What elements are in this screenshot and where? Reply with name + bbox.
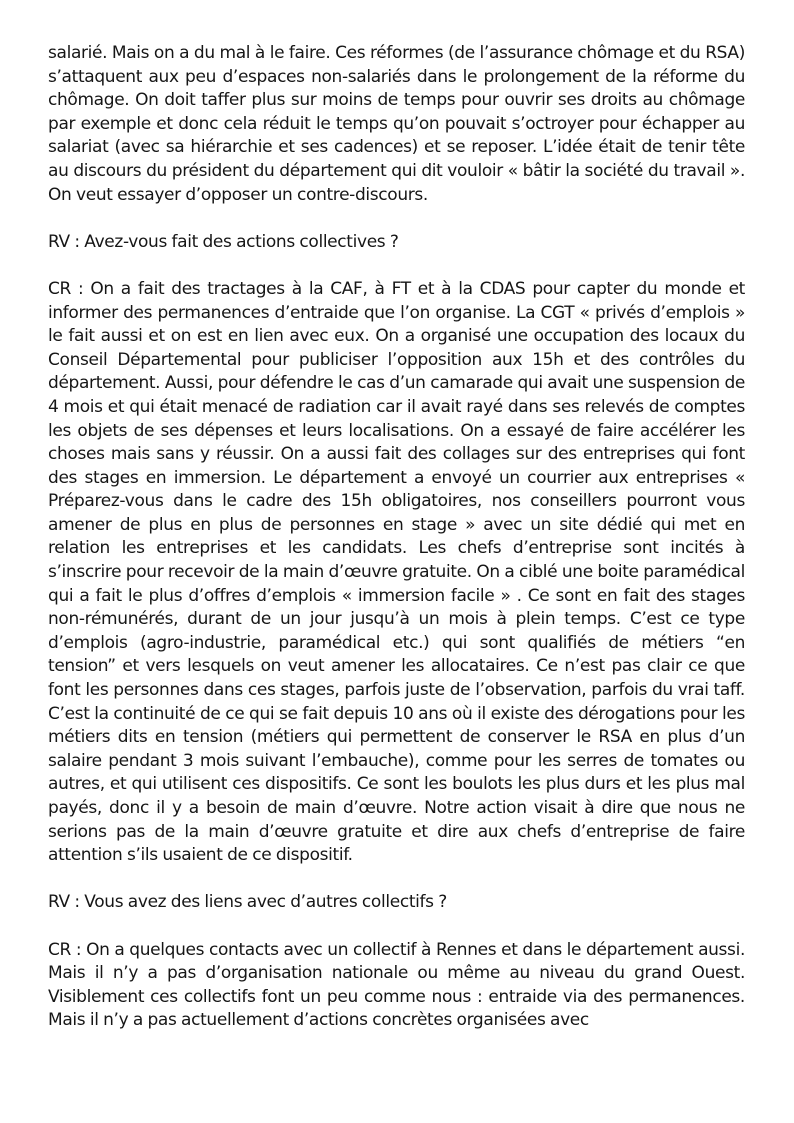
answer-other-collectives: CR : On a quelques contacts avec un collectif à Rennes et dans le département aussi. Mais il n’y a pas d’organisation nationale ou même au niveau du grand Ouest. Visiblement ces collectifs font un peu comme nous : entraide via des permanences. Mais il n’y a pas actuellement d’actions concrètes organisées avec [48,939,745,1031]
question-other-collectives: RV : Vous avez des liens avec d’autres collectifs ? [48,892,447,913]
question-collective-actions: RV : Avez-vous fait des actions collectives ? [48,231,399,252]
document-page [48,42,745,1033]
paragraph-reform-context: salarié. Mais on a du mal à le faire. Ces réformes (de l’assurance chômage et du RSA) s’attaquent aux peu d’espaces non-salariés dans le prolongement de la réforme du chômage. On doit taffer plus sur moins de temps pour ouvrir ses droits au chômage par exemple et donc cela réduit le temps qu’on pouvait s’octroyer pour échapper au salariat (avec sa hiérarchie et ses cadences) et se reposer. L’idée était de tenir tête au discours du président du département qui dit vouloir « bâtir la société du travail ». On veut essayer d’opposer un contre-discours. [48,43,745,205]
answer-collective-actions: CR : On a fait des tractages à la CAF, à FT et à la CDAS pour capter du monde et informer des permanences d’entraide que l’on organise. La CGT « privés d’emplois » le fait aussi et on est en lien avec eux. On a organisé une occupation des locaux du Conseil Départemental pour publiciser l’opposition aux 15h et des contrôles du département. Aussi, pour défendre le cas d’un camarade qui avait une suspension de 4 mois et qui était menacé de radiation car il avait rayé dans ses relevés de comptes les objets de ses dépenses et leurs localisations. On a essayé de faire accélérer les choses mais sans y réussir. On a aussi fait des collages sur des entreprises qui font des stages en immersion. Le département a envoyé un courrier aux entreprises « Préparez-vous dans le cadre des 15h obligatoires, nos conseillers pourront vous amener de plus en plus de personnes en stage » avec un site dédié qui met en relation les entreprises et les candidats. Les chefs d’entreprise sont incités à s’inscrire pour recevoir de la main d’œuvre gratuite. On a ciblé une boite paramédical qui a fait le plus d’offres d’emplois « immersion facile » . Ce sont en fait des stages non-rémunérés, durant de un jour jusqu’à un mois à plein temps. C’est ce type d’emplois (agro-industrie, paramédical etc.) qui sont qualifiés de métiers “en tension” et vers lesquels on veut amener les allocataires. Ce n’est pas clair ce que font les personnes dans ces stages, parfois juste de l’observation, parfois du vrai taff. C’est la continuité de ce qui se fait depuis 10 ans où il existe des dérogations pour les métiers dits en tension (métiers qui permettent de conserver le RSA en plus d’un salaire pendant 3 mois suivant l’embauche), comme pour les serres de tomates ou autres, et qui utilisent ces dispositifs. Ce sont les boulots les plus durs et les plus mal payés, donc il y a besoin de main d’œuvre. Notre action visait à dire que nous ne serions pas de la main d’œuvre gratuite et dire aux chefs d’entreprise de faire attention s’ils usaient de ce dispositif. [48,278,745,866]
